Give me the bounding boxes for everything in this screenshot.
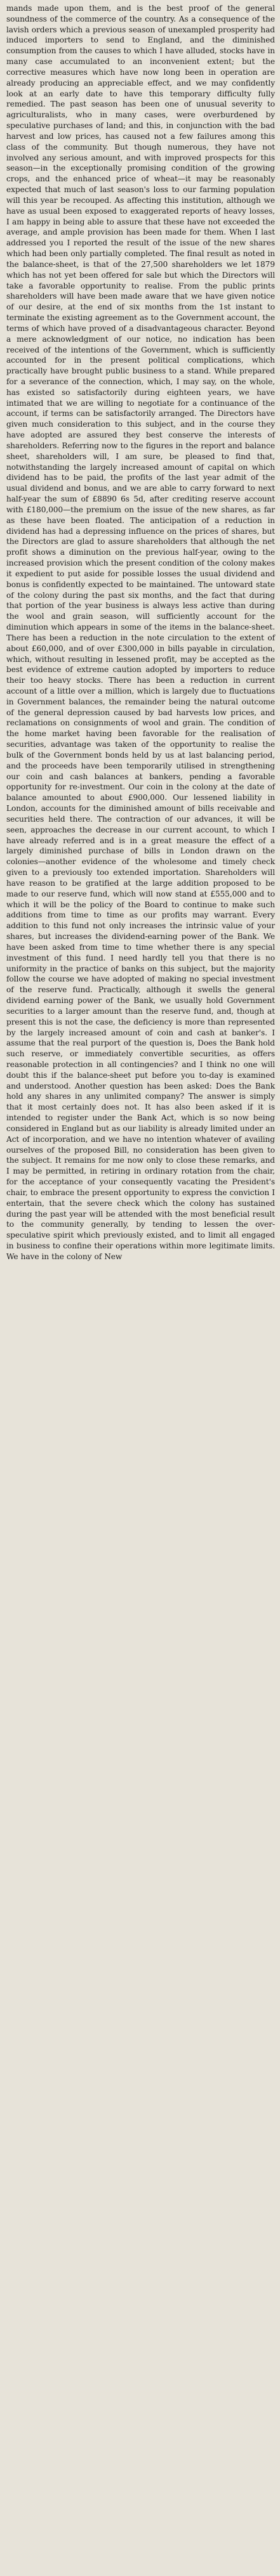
article-body: mands made upon them, and is the best proof of the general soundness of the commerce of the country. As a consequence of the lavish orders which a previous season of unexampled prosperity had induced importers to send to England, and the diminished consumption from the causes to which I have alluded, stocks have in many case accumulated to an inconvenient extent; but the corrective measures which have now long been in operation are already producing an appreciable effect, and we may confidently look at an early date to have this temporary difficulty fully remedied. The past season has been one of unusual severity to agriculturalists, who in many cases, were overburdened by speculative purchases of land; and this, in conjunction with the bad harvest and low prices, has caused not a few failures among this class of the community. But though numerous, they have not involved any serious amount, and with improved prospects for this season—in the exceptionally promising condition of the growing crops, and the enhanced price of wheat—it may be reasonably expected that much of last season's loss to our farming population will this year be recouped. As affecting this institution, although we have as usual been exposed to exaggerated reports of heavy losses, I am happy in being able to assure that these have not exceeded the average, and ample provision has been made for them. When I last addressed you I reported the result of the issue of the new shares which had been only partially completed. The final result as noted in the balance-sheet, is that of the 27,500 shareholders we let 1879 which has not yet been offered for sale but which the Directors will take a favorable opportunity to realise. From the public prints shareholders will have been made aware that we have given notice of our desire, at the end of six months from the 1st instant to terminate the existing agreement as to the Government account, the terms of which have proved of a disadvantageous character. Beyond a mere acknowledgment of our notice, no indication has been received of the intentions of the Government, which is sufficiently accounted for in the present political complications, which practically have brought public business to a stand. While prepared for a severance of the connection, which, I may say, on the whole, has existed so satisfactorily during eighteen years, we have intimated that we are willing to negotiate for a continuance of the account, if terms can be satisfactorily arranged. The Directors have given much consideration to this subject, and in the course they have adopted are assured they best conserve the interests of shareholders. Referring now to the figures in the report and balance sheet, shareholders will, I am sure, be pleased to find that, notwithstanding the largely increased amount of capital on which dividend has to be paid, the profits of the last year admit of the usual dividend and bonus, and we are able to carry forward to next half-year the sum of £8890 6s 5d, after crediting reserve account with £180,000—the premium on the issue of the new shares, as far as these have been floated. The anticipation of a reduction in dividend has had a depressing influence on the prices of shares, but the Directors are glad to assure shareholders that although the net profit shows a diminution on the previous half-year, owing to the increased provision which the present condition of the colony makes it expedient to put aside for possible losses the usual dividend and bonus is confidently expected to be maintained. The untoward state of the colony during the past six months, and the fact that during that portion of the year business is always less active than during the wool and grain season, will sufficiently account for the diminution which appears in some of the items in the balance-sheet. There has been a reduction in the note circulation to the extent of about £60,000, and of over £300,000 in bills payable in circulation, which, without resulting in lessened profit, may be accepted as the best evidence of extreme caution adopted by importers to reduce their too heavy stocks. There has been a reduction in current account of a little over a million, which is largely due to fluctuations in Government balances, the remainder being the natural outcome of the general depression caused by bad harvests low prices, and reclamations on consignments of wool and grain. The condition of the home market having been favorable for the realisation of securities, advantage was taken of the opportunity to realise the bulk of the Government bonds held by us at last balancing period, and the proceeds have been temporarily utilised in strengthening our coin and cash balances at bankers, pending a favorable opportunity for re-investment. Our coin in the colony at the date of balance amounted to about £900,000. Our lessened liability in London, accounts for the diminished amount of bills receivable and securities held there. The contraction of our advances, it will be seen, approaches the decrease in our current account, to which I have already referred and is in a great measure the effect of a largely diminished purchase of bills in London drawn on the colonies—another evidence of the wholesome and timely check given to a previously too extended importation. Shareholders will have reason to be gratified at the large addition proposed to be made to our reserve fund, which will now stand at £555,000 and to which it will be the policy of the Board to continue to make such additions from time to time as our profits may warrant. Every addition to this fund not only increases the intrinsic value of your shares, but increases the dividend-earning power of the Bank. We have been asked from time to time whether there is any special investment of this fund. I need hardly tell you that there is no uniformity in the practice of banks on this subject, but the majority follow the course we have adopted of making no special investment of the reserve fund. Practically, although it swells the general dividend earning power of the Bank, we usually hold Government securities to a larger amount than the reserve fund, and, though at present this is not the case, the deficiency is more than represented by the largely increased amount of coin and cash at banker's. I assume that the real purport of the question is, Does the Bank hold such reserve, or immediately convertible securities, as offers reasonable protection in all contingencies? and I think no one will doubt this if the balance-sheet put before you to-day is examined and understood. Another question has been asked: Does the Bank hold any shares in any unlimited company? The answer is simply that it most certainly does not. It has also been asked if it is intended to register under the Bank Act, which is so now being considered in England but as our liability is already limited under an Act of incorporation, and we have no intention whatever of availing ourselves of the proposed Bill, no consideration has been given to the subject. It remains for me now only to close these remarks, and I may be permitted, in retiring in ordinary rotation from the chair, for the acceptance of your consequently vacating the President's chair, to embrace the present opportunity to express the conviction I entertain, that the severe check which the colony has sustained during the past year will be attended with the most beneficial result to the community generally, by tending to lessen the over-speculative spirit which previously existed, and to limit all engaged in business to confine their operations within more legitimate limits. We have in the colony of New <box>6 4 275 1261</box>
